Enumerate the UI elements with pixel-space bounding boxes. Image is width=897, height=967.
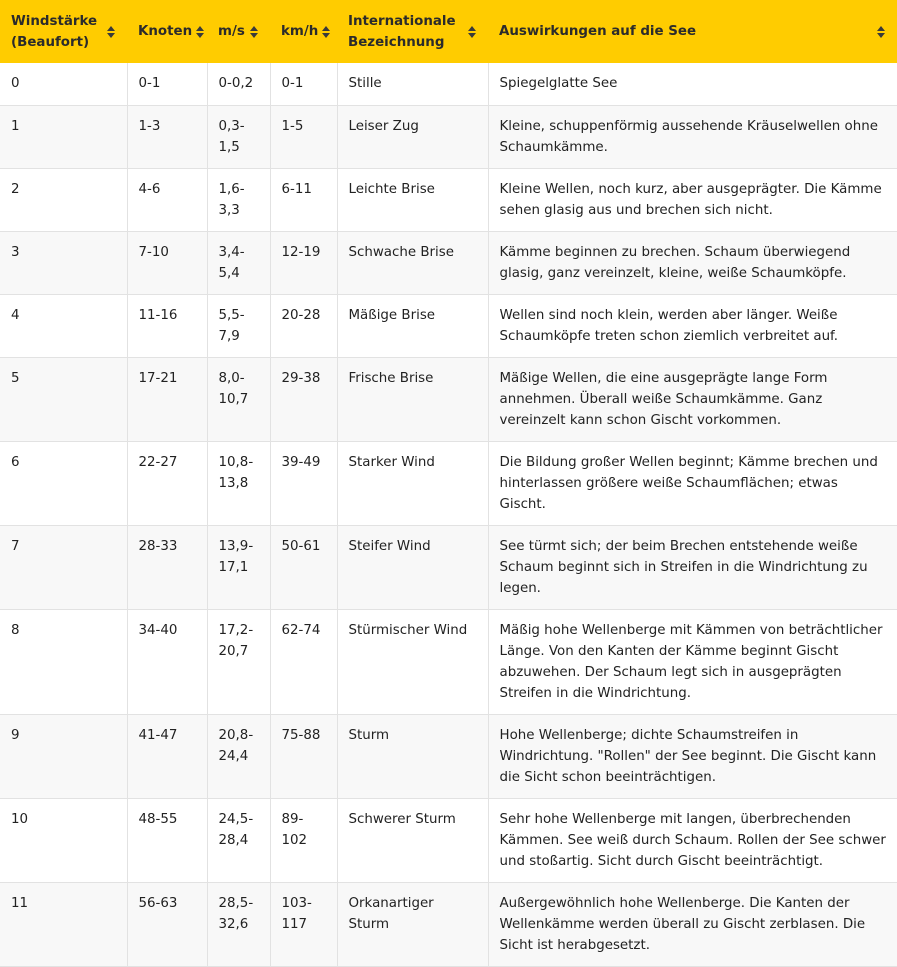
cell-bezeichnung: Sturm (337, 714, 488, 798)
cell-ms: 28,5-32,6 (207, 882, 270, 966)
table-body (0, 63, 897, 966)
cell-beaufort: 7 (0, 525, 127, 609)
cell-beaufort: 8 (0, 609, 127, 714)
cell-knoten: 34-40 (127, 609, 207, 714)
cell-kmh: 103-117 (270, 882, 337, 966)
table-row (0, 882, 897, 966)
cell-bezeichnung: Stille (337, 63, 488, 105)
cell-bezeichnung: Mäßige Brise (337, 294, 488, 357)
cell-knoten: 1-3 (127, 105, 207, 168)
cell-ms: 24,5-28,4 (207, 798, 270, 882)
cell-kmh: 29-38 (270, 357, 337, 441)
cell-ms: 17,2-20,7 (207, 609, 270, 714)
cell-beaufort: 4 (0, 294, 127, 357)
cell-auswirkungen: Wellen sind noch klein, werden aber länger. Weiße Schaumköpfe treten schon ziemlich verbreitet auf. (488, 294, 897, 357)
cell-kmh: 50-61 (270, 525, 337, 609)
cell-auswirkungen: Spiegelglatte See (488, 63, 897, 105)
cell-beaufort: 9 (0, 714, 127, 798)
cell-ms: 20,8-24,4 (207, 714, 270, 798)
cell-kmh: 62-74 (270, 609, 337, 714)
cell-bezeichnung: Leiser Zug (337, 105, 488, 168)
table-row (0, 294, 897, 357)
column-header-beaufort[interactable] (0, 0, 127, 63)
column-header-auswirkungen[interactable] (488, 0, 897, 63)
cell-beaufort: 5 (0, 357, 127, 441)
table-row (0, 105, 897, 168)
cell-knoten: 4-6 (127, 168, 207, 231)
cell-beaufort: 3 (0, 231, 127, 294)
cell-ms: 1,6-3,3 (207, 168, 270, 231)
cell-kmh: 6-11 (270, 168, 337, 231)
cell-knoten: 11-16 (127, 294, 207, 357)
cell-knoten: 56-63 (127, 882, 207, 966)
cell-auswirkungen: Mäßige Wellen, die eine ausgeprägte lange Form annehmen. Überall weiße Schaumkämme. Ganz vereinzelt kann schon Gischt vorkommen. (488, 357, 897, 441)
table-row (0, 609, 897, 714)
column-header-label: Auswirkungen auf die See (499, 24, 697, 39)
cell-kmh: 1-5 (270, 105, 337, 168)
cell-kmh: 20-28 (270, 294, 337, 357)
table-row (0, 714, 897, 798)
cell-kmh: 12-19 (270, 231, 337, 294)
cell-auswirkungen: Außergewöhnlich hohe Wellenberge. Die Kanten der Wellenkämme werden überall zu Gischt zerblasen. Die Sicht ist herabgesetzt. (488, 882, 897, 966)
header-row (0, 0, 897, 63)
sort-icon[interactable] (468, 26, 476, 38)
column-header-ms[interactable] (207, 0, 270, 63)
cell-knoten: 28-33 (127, 525, 207, 609)
cell-bezeichnung: Steifer Wind (337, 525, 488, 609)
column-header-label: Windstärke (Beaufort) (11, 13, 98, 50)
cell-auswirkungen: Kämme beginnen zu brechen. Schaum überwiegend glasig, ganz vereinzelt, kleine, weiße Schaumköpfe. (488, 231, 897, 294)
column-header-kmh[interactable] (270, 0, 337, 63)
cell-kmh: 0-1 (270, 63, 337, 105)
table-row (0, 357, 897, 441)
cell-beaufort: 1 (0, 105, 127, 168)
cell-auswirkungen: Die Bildung großer Wellen beginnt; Kämme brechen und hinterlassen größere weiße Schaumflächen; etwas Gischt. (488, 441, 897, 525)
cell-bezeichnung: Schwerer Sturm (337, 798, 488, 882)
cell-beaufort: 0 (0, 63, 127, 105)
cell-ms: 5,5-7,9 (207, 294, 270, 357)
cell-beaufort: 6 (0, 441, 127, 525)
sort-icon[interactable] (107, 26, 115, 38)
cell-knoten: 7-10 (127, 231, 207, 294)
sort-icon[interactable] (196, 26, 204, 38)
cell-kmh: 39-49 (270, 441, 337, 525)
cell-knoten: 0-1 (127, 63, 207, 105)
table-row (0, 525, 897, 609)
cell-beaufort: 10 (0, 798, 127, 882)
cell-bezeichnung: Leichte Brise (337, 168, 488, 231)
cell-bezeichnung: Schwache Brise (337, 231, 488, 294)
sort-icon[interactable] (322, 26, 330, 38)
cell-bezeichnung: Frische Brise (337, 357, 488, 441)
cell-bezeichnung: Stürmischer Wind (337, 609, 488, 714)
cell-auswirkungen: Kleine Wellen, noch kurz, aber ausgeprägter. Die Kämme sehen glasig aus und brechen sich nicht. (488, 168, 897, 231)
cell-bezeichnung: Orkanartiger Sturm (337, 882, 488, 966)
column-header-label: Internationale Bezeichnung (348, 13, 456, 50)
cell-knoten: 48-55 (127, 798, 207, 882)
cell-bezeichnung: Starker Wind (337, 441, 488, 525)
table-header (0, 0, 897, 63)
cell-auswirkungen: See türmt sich; der beim Brechen entstehende weiße Schaum beginnt sich in Streifen in die Windrichtung zu legen. (488, 525, 897, 609)
table-row (0, 441, 897, 525)
column-header-knoten[interactable] (127, 0, 207, 63)
cell-ms: 0-0,2 (207, 63, 270, 105)
column-header-label: Knoten (138, 24, 193, 39)
cell-ms: 3,4-5,4 (207, 231, 270, 294)
cell-ms: 0,3-1,5 (207, 105, 270, 168)
column-header-label: km/h (281, 24, 319, 39)
cell-auswirkungen: Kleine, schuppenförmig aussehende Kräuselwellen ohne Schaumkämme. (488, 105, 897, 168)
table-row (0, 798, 897, 882)
cell-beaufort: 2 (0, 168, 127, 231)
cell-ms: 10,8-13,8 (207, 441, 270, 525)
cell-auswirkungen: Sehr hohe Wellenberge mit langen, überbrechenden Kämmen. See weiß durch Schaum. Rollen der See schwer und stoßartig. Sicht durch Gischt beeinträchtigt. (488, 798, 897, 882)
table-row (0, 168, 897, 231)
cell-ms: 13,9-17,1 (207, 525, 270, 609)
table-row (0, 231, 897, 294)
column-header-bezeichnung[interactable] (337, 0, 488, 63)
cell-knoten: 17-21 (127, 357, 207, 441)
cell-auswirkungen: Hohe Wellenberge; dichte Schaumstreifen in Windrichtung. "Rollen" der See beginnt. Die Gischt kann die Sicht schon beeinträchtigen. (488, 714, 897, 798)
sort-icon[interactable] (250, 26, 258, 38)
cell-ms: 8,0-10,7 (207, 357, 270, 441)
table-row (0, 63, 897, 105)
cell-kmh: 75-88 (270, 714, 337, 798)
cell-knoten: 22-27 (127, 441, 207, 525)
column-header-label: m/s (218, 24, 245, 39)
cell-auswirkungen: Mäßig hohe Wellenberge mit Kämmen von beträchtlicher Länge. Von den Kanten der Kämme beginnt Gischt abzuwehen. Der Schaum legt sich in ausgeprägten Streifen in die Windrichtung. (488, 609, 897, 714)
cell-beaufort: 11 (0, 882, 127, 966)
sort-icon[interactable] (877, 26, 885, 38)
cell-kmh: 89-102 (270, 798, 337, 882)
cell-knoten: 41-47 (127, 714, 207, 798)
